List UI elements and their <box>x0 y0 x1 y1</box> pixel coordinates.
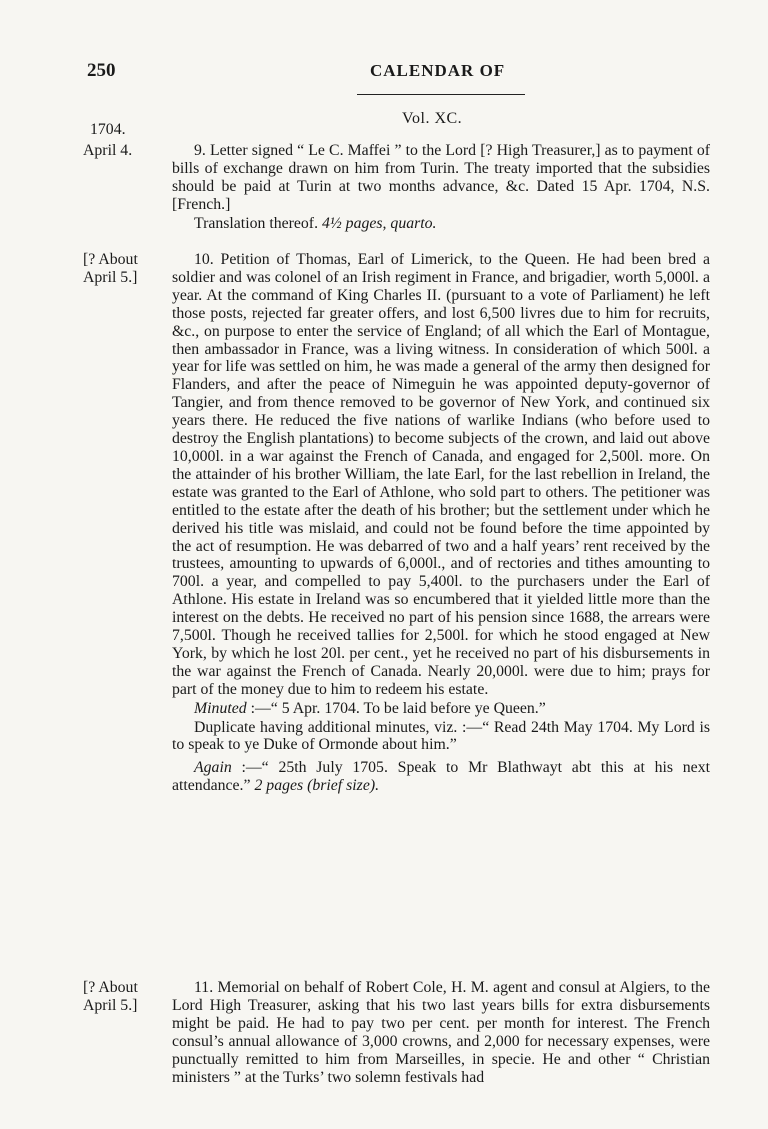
minuted-label: Minuted <box>194 699 247 717</box>
entry-date-line: [? About <box>83 979 138 996</box>
volume-heading: Vol. XC. <box>402 110 463 127</box>
again-label: Again <box>194 759 232 777</box>
entry-10 <box>172 251 710 795</box>
entry-body: 11. Memorial on behalf of Robert Cole, H. M. agent and consul at Algiers, to the Lord High Treasurer, asking that his two last years bills for extra disbursements might be paid. He had to pay two per cent. per month for interest. The French consul’s annual allowance of 3,000 crowns, and 2,000 for necessary expenses, were punctually remitted to him from Marseilles, in specie. He and other “ Christian ministers ” at the Turks’ two solemn festivals had <box>172 979 710 1086</box>
again-text: :—“ 25th July 1705. Speak to Mr Blathwayt abt this at his next attendance.” <box>172 759 710 795</box>
entry-date <box>83 142 169 160</box>
header-rule <box>357 94 525 95</box>
note-extent: 4½ pages, quarto. <box>321 214 437 232</box>
entry-date <box>83 979 169 1015</box>
minuted-note <box>172 700 710 718</box>
entry-date-line: April 5.] <box>83 268 138 286</box>
minuted-text: :—“ 5 Apr. 1704. To be laid before ye Queen.” <box>246 699 546 717</box>
again-extent: 2 pages (brief size). <box>254 777 380 795</box>
running-head: CALENDAR OF <box>370 61 506 80</box>
entry-date-line: April 5.] <box>83 996 138 1014</box>
entry-date-line: [? About <box>83 251 138 268</box>
entry-date <box>83 251 169 287</box>
entry-body: 10. Petition of Thomas, Earl of Limerick, to the Queen. He had been bred a soldier and was colonel of an Irish regiment in France, and brigadier, worth 5,000l. a year. At the command of King Charles II. (pursuant to a vote of Parliament) he left those posts, rejected far greater offers, and lost 6,500 livres due to him for recruits, &c., on purpose to enter the service of England; of all which the Earl of Montague, then ambassador in France, was a living witness. In consideration of which 500l. a year for life was settled on him, he was made a general of the army then designed for Flanders, and after the peace of Nimeguin he was appointed deputy-governor of Tangier, and from thence removed to be governor of New York, and continued six years there. He reduced the five nations of warlike Indians (who before used to destroy the English plantations) to become subjects of the crown, and laid out above 10,000l. in a war against the French of Canada, and engaged for 2,500l. more. On the attainder of his brother William, the late Earl, for the last rebellion in Ireland, the estate was granted to the Earl of Athlone, who sold part to others. The petitioner was entitled to the estate after the death of his brother; but the settlement under which he derived his title was mislaid, and could not be found before the time appointed by the act of resumption. He was debarred of two and a half years’ rent received by the trustees, amounting to upwards of 6,000l., and of rectories and tithes amounting to 700l. a year, and compelled to pay 5,400l. to the purchasers under the Earl of Athlone. His estate in Ireland was so encumbered that it yielded little more than the interest on the debts. He received no part of his pension since 1688, the arrears were 7,500l. Though he received tallies for 2,500l. for which he stood engaged at New York, by which he lost 20l. per cent., yet he received no part of his disbursements in the war against the French of Canada. Nearly 20,000l. were due to him; prays for part of the money due to him to redeem his estate. <box>172 251 710 698</box>
duplicate-note: Duplicate having additional minutes, viz. :—“ Read 24th May 1704. My Lord is to speak to ye Duke of Ormonde about him.” <box>172 718 710 754</box>
entry-body: 9. Letter signed “ Le C. Maffei ” to the Lord [? High Treasurer,] as to payment of bills of exchange drawn on him from Turin. The treaty imported that the subsidies should be paid at Turin at two months advance, &c. Dated 15 Apr. 1704, N.S. [French.] <box>172 142 710 213</box>
entry-date-line: April 4. <box>83 142 133 159</box>
again-note <box>172 759 710 795</box>
page-number: 250 <box>87 60 116 81</box>
entry-note <box>172 215 710 233</box>
year-margin-note: 1704. <box>90 121 126 138</box>
note-text: Translation thereof. <box>194 214 322 232</box>
entry-11 <box>172 979 710 1086</box>
entry-9 <box>172 142 710 233</box>
